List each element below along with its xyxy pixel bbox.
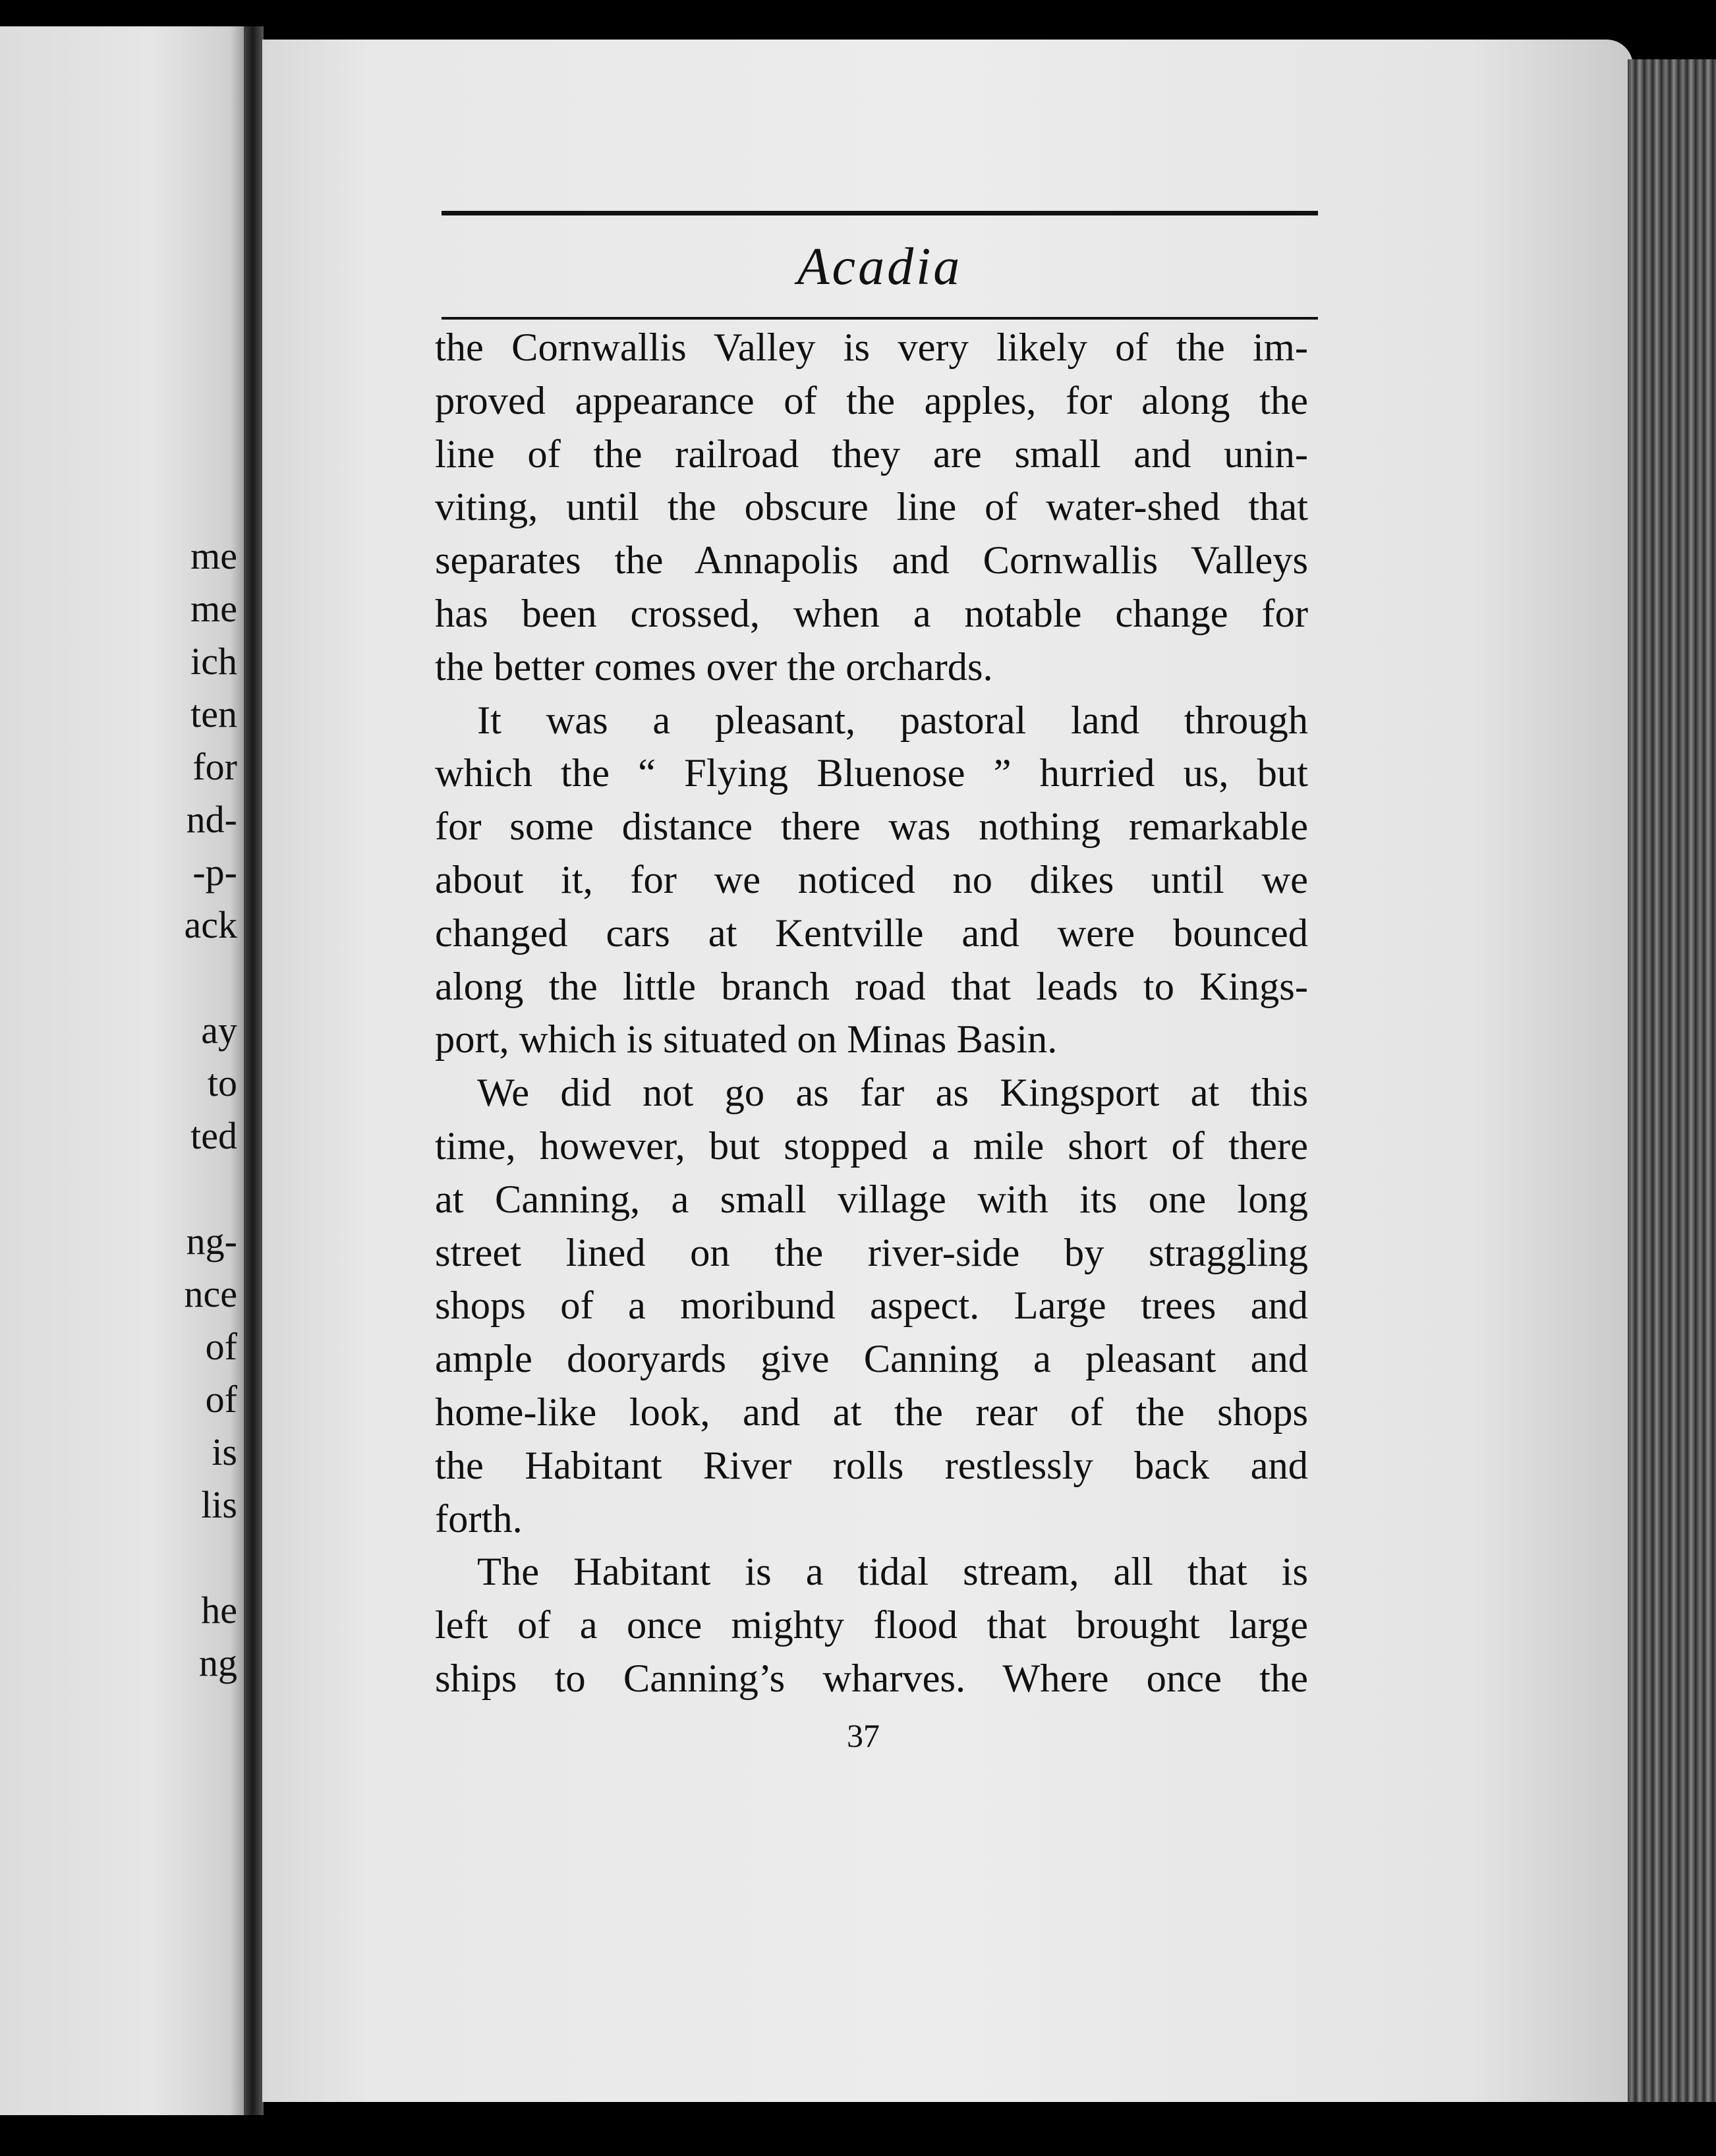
text-line: changed cars at Kentville and were bounced bbox=[435, 911, 1308, 955]
text-line: the better comes over the orchards. bbox=[435, 644, 993, 689]
facing-page-fragment: is bbox=[212, 1431, 237, 1473]
header-top-rule bbox=[442, 211, 1318, 215]
facing-page-fragment: me bbox=[190, 587, 237, 630]
facing-page-fragment: me bbox=[190, 534, 237, 577]
facing-page-text-fragments bbox=[0, 26, 250, 2115]
facing-page-fragment: nce bbox=[184, 1272, 237, 1315]
facing-page-fragment: ich bbox=[190, 640, 237, 683]
page-number: 37 bbox=[847, 1717, 880, 1754]
text-line: for some distance there was nothing remarkable bbox=[435, 805, 1308, 849]
facing-page-fragment: nd- bbox=[186, 798, 237, 841]
text-line: about it, for we noticed no dikes until we bbox=[435, 857, 1308, 902]
text-line: viting, until the obscure line of water-shed that bbox=[435, 485, 1308, 530]
text-line: line of the railroad they are small and unin- bbox=[435, 432, 1308, 476]
text-line: left of a once mighty flood that brought large bbox=[435, 1603, 1308, 1648]
running-header bbox=[442, 211, 1318, 320]
facing-page-fragment: ten bbox=[190, 693, 237, 735]
text-line: separates the Annapolis and Cornwallis Valleys bbox=[435, 538, 1308, 583]
text-line: forth. bbox=[435, 1496, 523, 1541]
facing-page-fragment: ng bbox=[199, 1641, 237, 1684]
paragraph bbox=[435, 1546, 1308, 1705]
text-line: the Cornwallis Valley is very likely of the im- bbox=[435, 326, 1308, 370]
paragraph bbox=[435, 322, 1308, 695]
text-line: which the “ Flying Bluenose ” hurried us, but bbox=[435, 751, 1308, 796]
text-line: We did not go as far as Kingsport at this bbox=[477, 1071, 1308, 1116]
facing-page bbox=[0, 26, 250, 2115]
book-gutter bbox=[244, 26, 264, 2115]
text-line: time, however, but stopped a mile short of there bbox=[435, 1123, 1308, 1168]
text-line: The Habitant is a tidal stream, all that is bbox=[477, 1550, 1308, 1595]
facing-page-fragment: of bbox=[205, 1378, 237, 1421]
running-title: Acadia bbox=[797, 238, 963, 296]
text-line: along the little branch road that leads to Kings- bbox=[435, 964, 1308, 1009]
facing-page-fragment: -p- bbox=[192, 851, 237, 894]
page-body-text bbox=[435, 322, 1308, 1706]
text-line: port, which is situated on Minas Basin. bbox=[435, 1017, 1058, 1062]
text-line: at Canning, a small village with its one long bbox=[435, 1177, 1308, 1222]
facing-page-fragment: ay bbox=[201, 1009, 237, 1052]
text-line: has been crossed, when a notable change for bbox=[435, 591, 1308, 636]
facing-page-fragment: for bbox=[192, 745, 237, 788]
text-line: proved appearance of the apples, for along the bbox=[435, 378, 1308, 423]
paragraph bbox=[435, 1067, 1308, 1546]
text-line: ships to Canning’s wharves. Where once the bbox=[435, 1656, 1308, 1701]
text-line: street lined on the river-side by straggling bbox=[435, 1230, 1308, 1275]
text-line: the Habitant River rolls restlessly back and bbox=[435, 1443, 1308, 1488]
facing-page-fragment: ted bbox=[190, 1114, 237, 1157]
facing-page-fragment: ack bbox=[184, 903, 237, 946]
facing-page-fragment: of bbox=[205, 1325, 237, 1368]
text-line: It was a pleasant, pastoral land through bbox=[477, 698, 1308, 743]
facing-page-fragment: ng- bbox=[186, 1220, 237, 1262]
text-line: shops of a moribund aspect. Large trees and bbox=[435, 1284, 1308, 1328]
text-line: ample dooryards give Canning a pleasant and bbox=[435, 1337, 1308, 1382]
facing-page-fragment: he bbox=[201, 1589, 237, 1631]
header-bottom-rule bbox=[442, 317, 1318, 320]
facing-page-fragment: lis bbox=[201, 1483, 237, 1526]
text-line: home-like look, and at the rear of the shops bbox=[435, 1390, 1308, 1434]
paragraph bbox=[435, 695, 1308, 1067]
facing-page-fragment: to bbox=[207, 1062, 237, 1104]
page-fore-edge bbox=[1628, 59, 1716, 2102]
